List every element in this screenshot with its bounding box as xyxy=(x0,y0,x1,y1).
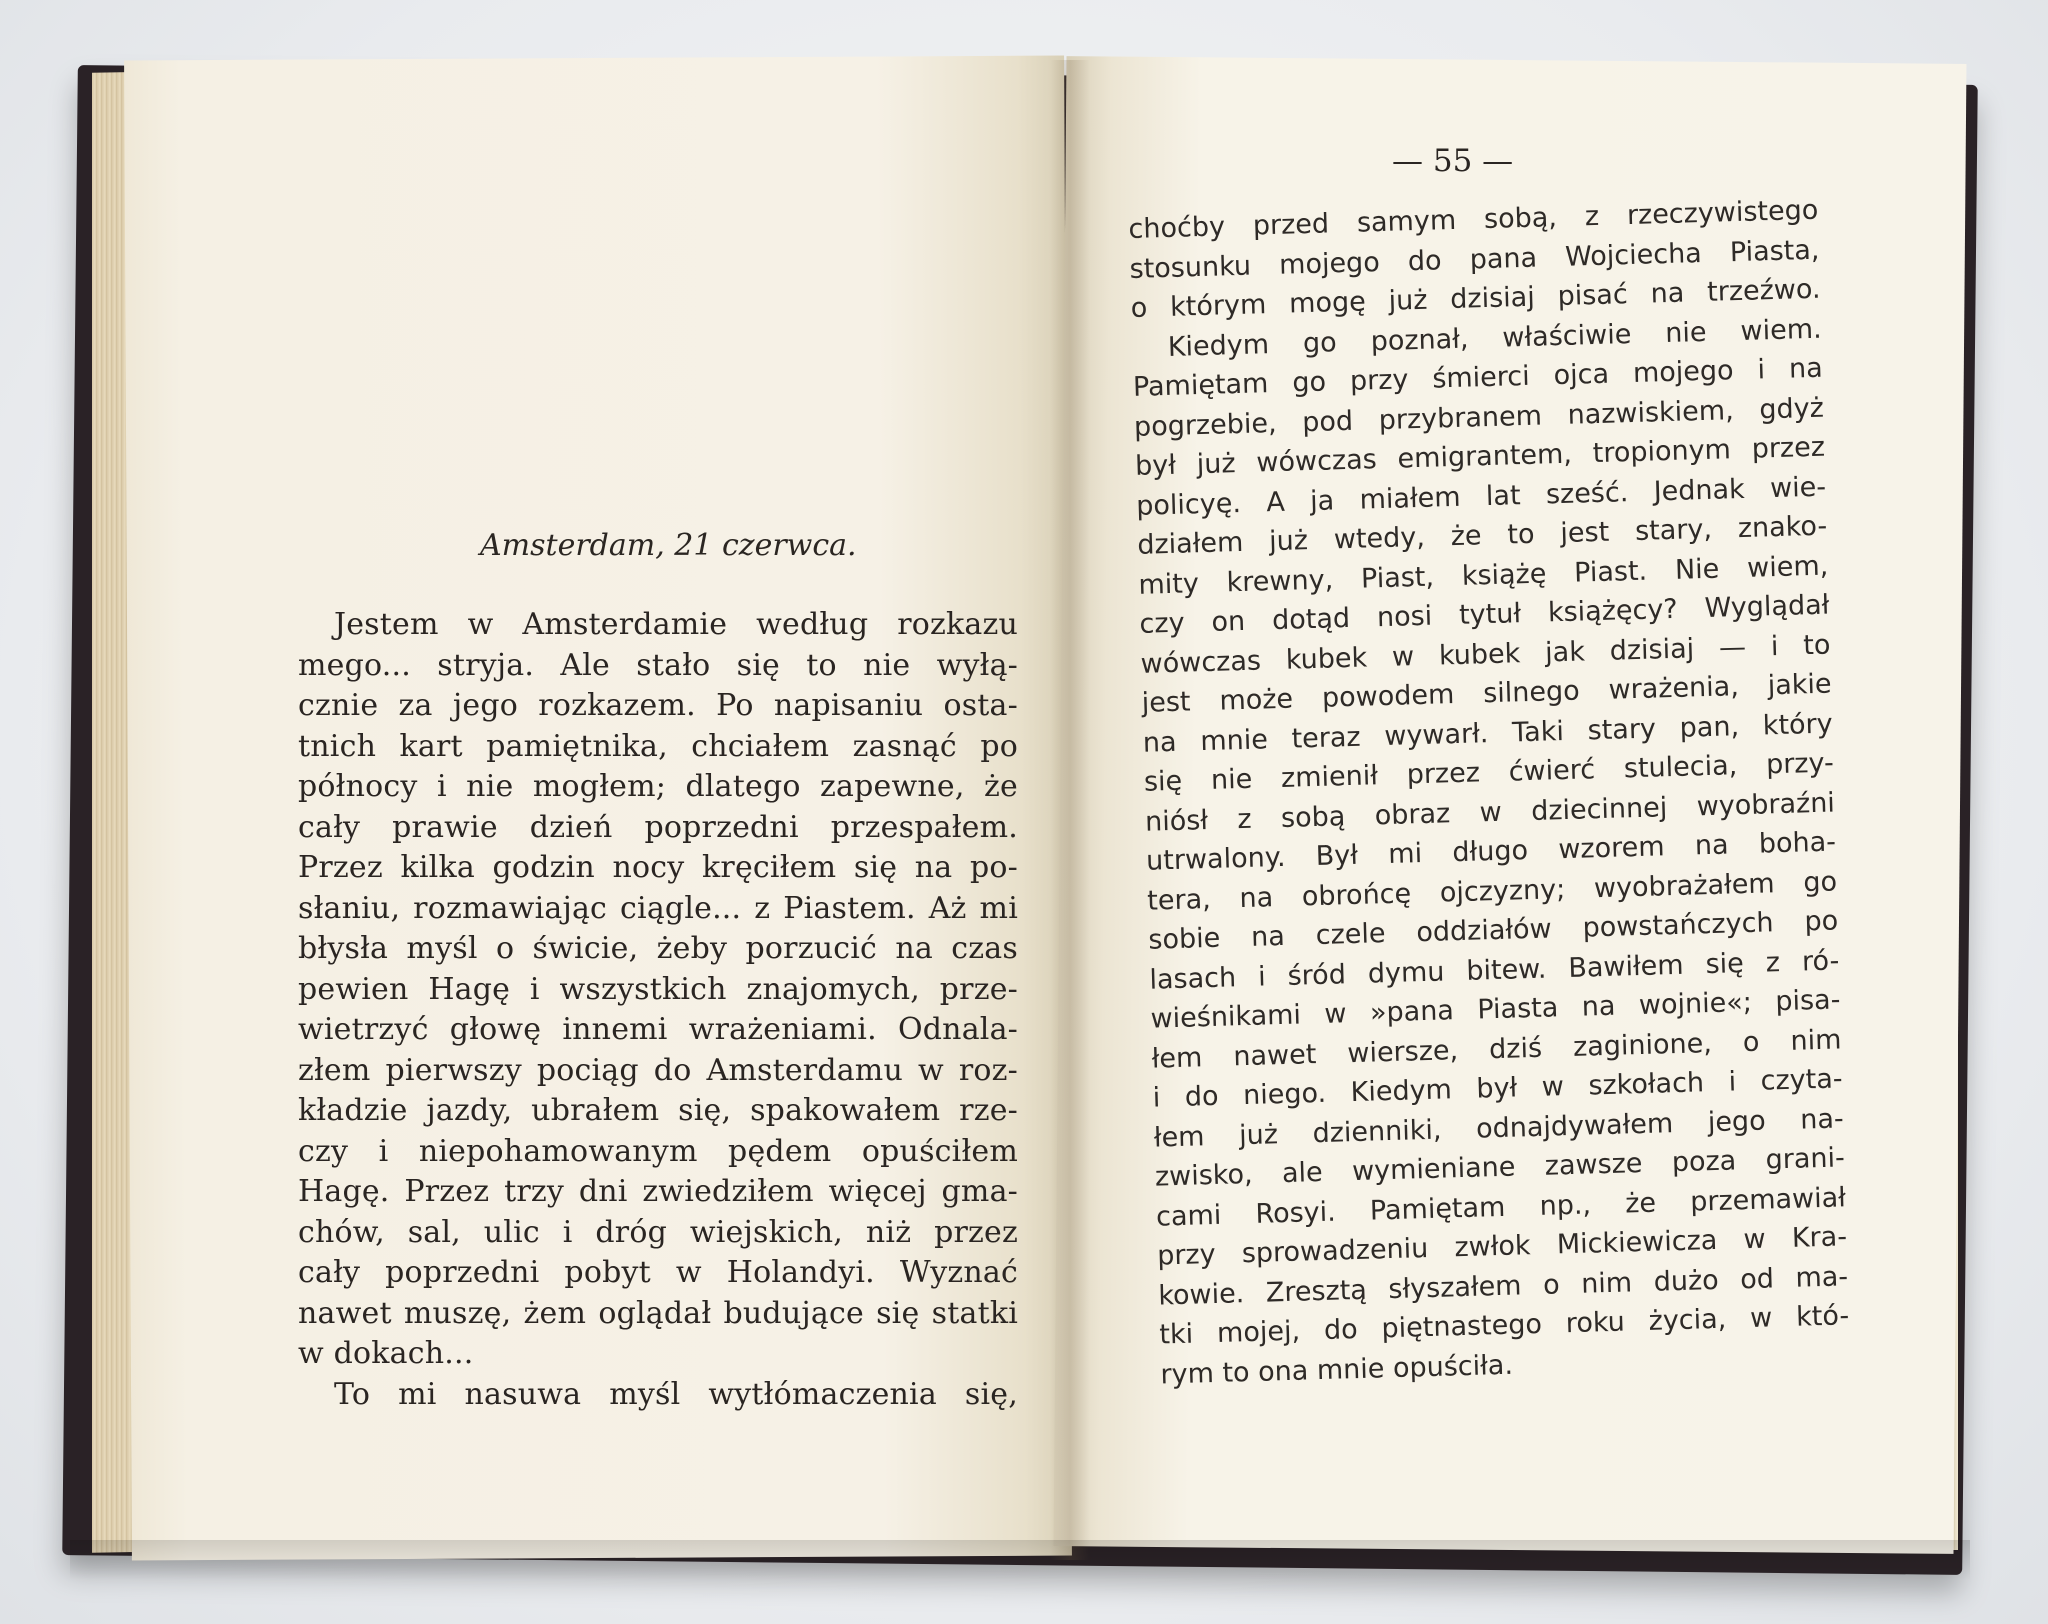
text-line: pogrzebie, pod przybranem nazwiskiem, gdyż xyxy=(1133,392,1825,443)
page-number: — 55 — xyxy=(1392,143,1514,179)
text-line: nawet muszę, żem oglądał budujące się statki xyxy=(298,1295,1018,1331)
right-page-text xyxy=(1128,191,1851,1395)
text-line: tera, na obrońcę ojczyzny; wyobrażałem go xyxy=(1146,865,1838,917)
text-line: utrwalony. Był mi długo wzorem na boha- xyxy=(1145,826,1837,877)
text-line: cznie za jego rozkazem. Po napisaniu osta- xyxy=(298,688,1018,723)
text-line: czy on dotąd nosi tytuł książęcy? Wyglądał xyxy=(1139,589,1830,640)
text-line: tnich kart pamiętnika, chciałem zasnąć po xyxy=(298,728,1018,764)
text-line: o którym mogę już dzisiaj pisać na trzeźwo. xyxy=(1130,273,1821,324)
text-line: wówczas kubek w kubek jak dzisiaj — i to xyxy=(1140,629,1831,680)
text-line: wietrzyć głowę innemi wrażeniami. Odnala- xyxy=(298,1012,1018,1047)
text-line: błysła myśl o świcie, żeby porzucić na czas xyxy=(298,931,1018,966)
text-line: i do niego. Kiedym był w szkołach i czyta- xyxy=(1152,1063,1843,1114)
text-line: się nie zmienił przez ćwierć stulecia, przy- xyxy=(1143,747,1835,798)
text-line: zwisko, ale wymieniane zawsze poza grani- xyxy=(1154,1142,1846,1193)
text-line: przy sprowadzeniu zwłok Mickiewicza w Kra- xyxy=(1156,1221,1848,1272)
text-line: mity krewny, Piast, książę Piast. Nie wiem, xyxy=(1138,550,1829,601)
text-line: działem już wtedy, że to jest stary, znako- xyxy=(1136,510,1828,561)
text-line: rym to ona mnie opuściła. xyxy=(1160,1349,1514,1391)
text-line: choćby przed samym sobą, z rzeczywistego xyxy=(1128,194,1819,245)
text-line: pewien Hagę i wszystkich znajomych, prze- xyxy=(298,971,1018,1007)
text-line: łem już dzienniki, odnajdywałem jego na- xyxy=(1153,1102,1845,1154)
text-line: czy i niepohamowanym pędem opuściłem xyxy=(298,1133,1018,1169)
text-line: cami Rosyi. Pamiętam np., że przemawiał xyxy=(1155,1181,1847,1233)
text-line: jest może powodem silnego wrażenia, jakie xyxy=(1141,668,1832,719)
text-line: Hagę. Przez trzy dni zwiedziłem więcej gma- xyxy=(298,1174,1018,1209)
text-line: Pamiętam go przy śmierci ojca mojego i na xyxy=(1132,352,1824,403)
book-shadow xyxy=(70,1540,1970,1580)
text-line: tki mojej, do piętnastego roku życia, w któ- xyxy=(1158,1300,1850,1351)
text-line: w dokach... xyxy=(298,1336,474,1371)
text-line: Kiedym go poznał, właściwie nie wiem. xyxy=(1167,313,1823,363)
text-line: kowie. Zresztą słyszałem o nim dużo od ma- xyxy=(1157,1260,1849,1312)
text-line: północy i nie mogłem; dlatego zapewne, że xyxy=(298,769,1018,804)
text-line: chów, sal, ulic i dróg wiejskich, niż przez xyxy=(298,1214,1018,1250)
text-line: sobie na czele oddziałów powstańczych po xyxy=(1147,905,1839,956)
text-line: cały poprzedni pobyt w Holandyi. Wyznać xyxy=(298,1255,1018,1290)
text-line: policyę. A ja miałem lat sześć. Jednak wie- xyxy=(1135,471,1827,522)
text-line: cały prawie dzień poprzedni przespałem. xyxy=(298,809,1018,845)
text-line: łem nawet wiersze, dziś zaginione, o nim xyxy=(1151,1023,1842,1075)
text-line: mego... stryja. Ale stało się to nie wyłą- xyxy=(298,647,1018,683)
text-line: na mnie teraz wywarł. Taki stary pan, który xyxy=(1142,708,1834,759)
left-page-text xyxy=(298,605,1018,1415)
letter-heading: Amsterdam, 21 czerwca. xyxy=(480,528,857,563)
text-line: stosunku mojego do pana Wojciecha Piasta, xyxy=(1129,234,1820,285)
text-line: kładzie jazdy, ubrałem się, spakowałem rze- xyxy=(298,1093,1018,1128)
text-line: Przez kilka godzin nocy kręciłem się na po- xyxy=(298,850,1018,885)
text-line: złem pierwszy pociąg do Amsterdamu w roz- xyxy=(298,1052,1018,1088)
text-line: słaniu, rozmawiając ciągle... z Piastem. Aż mi xyxy=(298,890,1018,926)
text-line: był już wówczas emigrantem, tropionym przez xyxy=(1134,431,1826,482)
text-line: niósł z sobą obraz w dziecinnej wyobraźni xyxy=(1144,787,1836,838)
book-gutter xyxy=(1050,60,1090,1560)
text-line: To mi nasuwa myśl wytłómaczenia się, xyxy=(334,1376,1018,1412)
text-line: lasach i śród dymu bitew. Bawiłem się z ró- xyxy=(1149,944,1840,996)
text-line: Jestem w Amsterdamie według rozkazu xyxy=(334,607,1018,642)
text-line: wieśnikami w »pana Piasta na wojnie«; pisa- xyxy=(1150,984,1841,1035)
